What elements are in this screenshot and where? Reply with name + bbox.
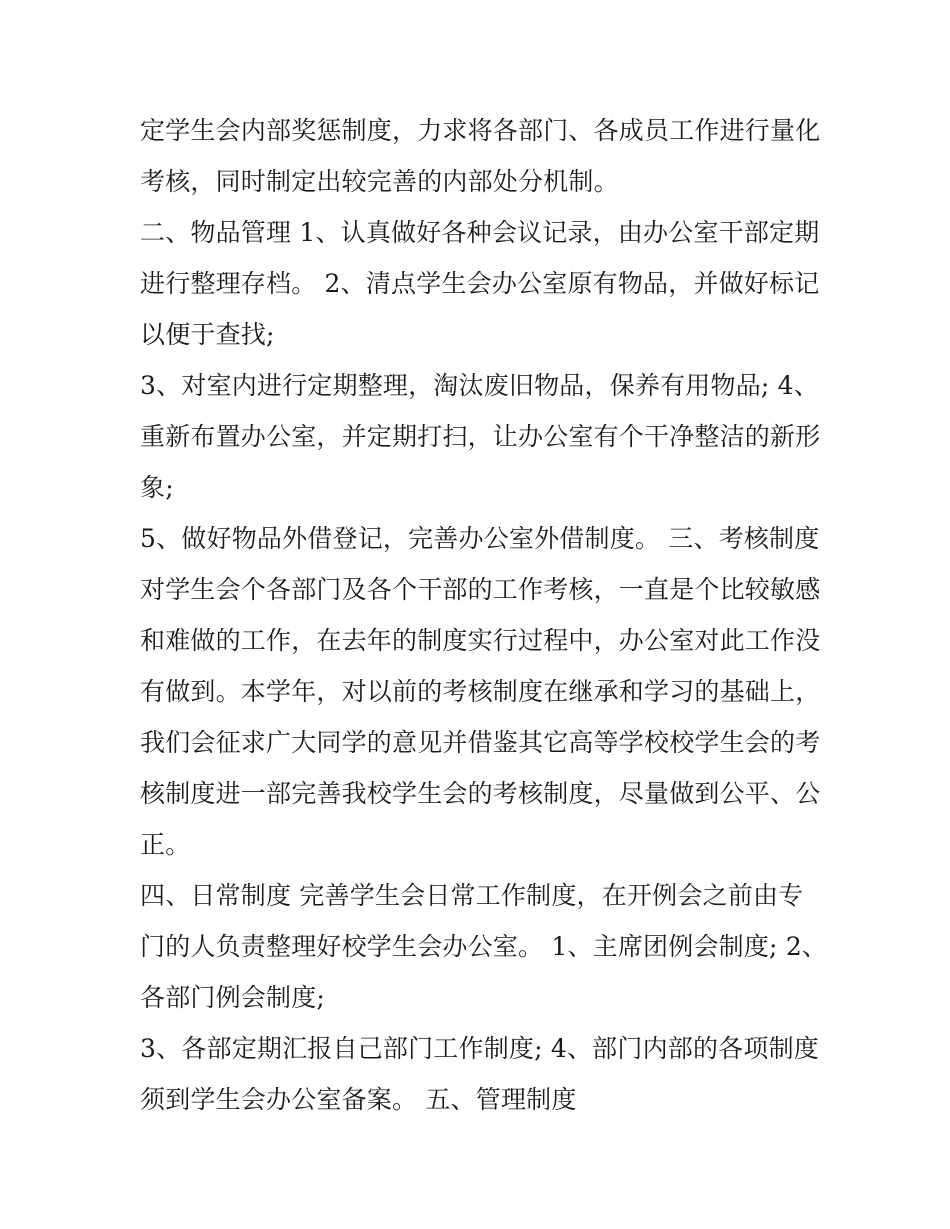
text-line: 正。 bbox=[140, 830, 191, 859]
text-line: 我们会征求广大同学的意见并借鉴其它高等学校校学生会的考 bbox=[140, 728, 821, 757]
text-line: 象; bbox=[140, 473, 174, 502]
text-line: 四、日常制度 完善学生会日常工作制度，在开例会之前由专 bbox=[140, 881, 804, 910]
text-line: 须到学生会办公室备案。 五、管理制度 bbox=[140, 1085, 577, 1114]
text-line: 定学生会内部奖惩制度，力求将各部门、各成员工作进行量化 bbox=[140, 116, 821, 145]
text-line: 5、做好物品外借登记，完善办公室外借制度。 三、考核制度 bbox=[140, 524, 820, 553]
text-line: 考核，同时制定出较完善的内部处分机制。 bbox=[140, 167, 619, 196]
text-line: 各部门例会制度; bbox=[140, 983, 326, 1012]
text-line: 核制度进一部完善我校学生会的考核制度，尽量做到公平、公 bbox=[140, 779, 821, 808]
text-line: 重新布置办公室，并定期打扫，让办公室有个干净整洁的新形 bbox=[140, 422, 821, 451]
document-body bbox=[140, 105, 828, 1125]
text-line: 二、物品管理 1、认真做好各种会议记录，由办公室干部定期 bbox=[140, 218, 820, 247]
text-line: 以便于查找; bbox=[140, 320, 275, 349]
text-line: 和难做的工作，在去年的制度实行过程中，办公室对此工作没 bbox=[140, 626, 821, 655]
text-line: 有做到。本学年，对以前的考核制度在继承和学习的基础上， bbox=[140, 677, 821, 706]
text-line: 对学生会个各部门及各个干部的工作考核，一直是个比较敏感 bbox=[140, 575, 821, 604]
text-line: 门的人负责整理好校学生会办公室。 1、主席团例会制度; 2、 bbox=[140, 932, 828, 961]
text-line: 3、各部定期汇报自己部门工作制度; 4、部门内部的各项制度 bbox=[140, 1034, 819, 1063]
text-line: 进行整理存档。 2、清点学生会办公室原有物品，并做好标记 bbox=[140, 269, 820, 298]
text-line: 3、对室内进行定期整理，淘汰废旧物品，保养有用物品; 4、 bbox=[140, 371, 819, 400]
